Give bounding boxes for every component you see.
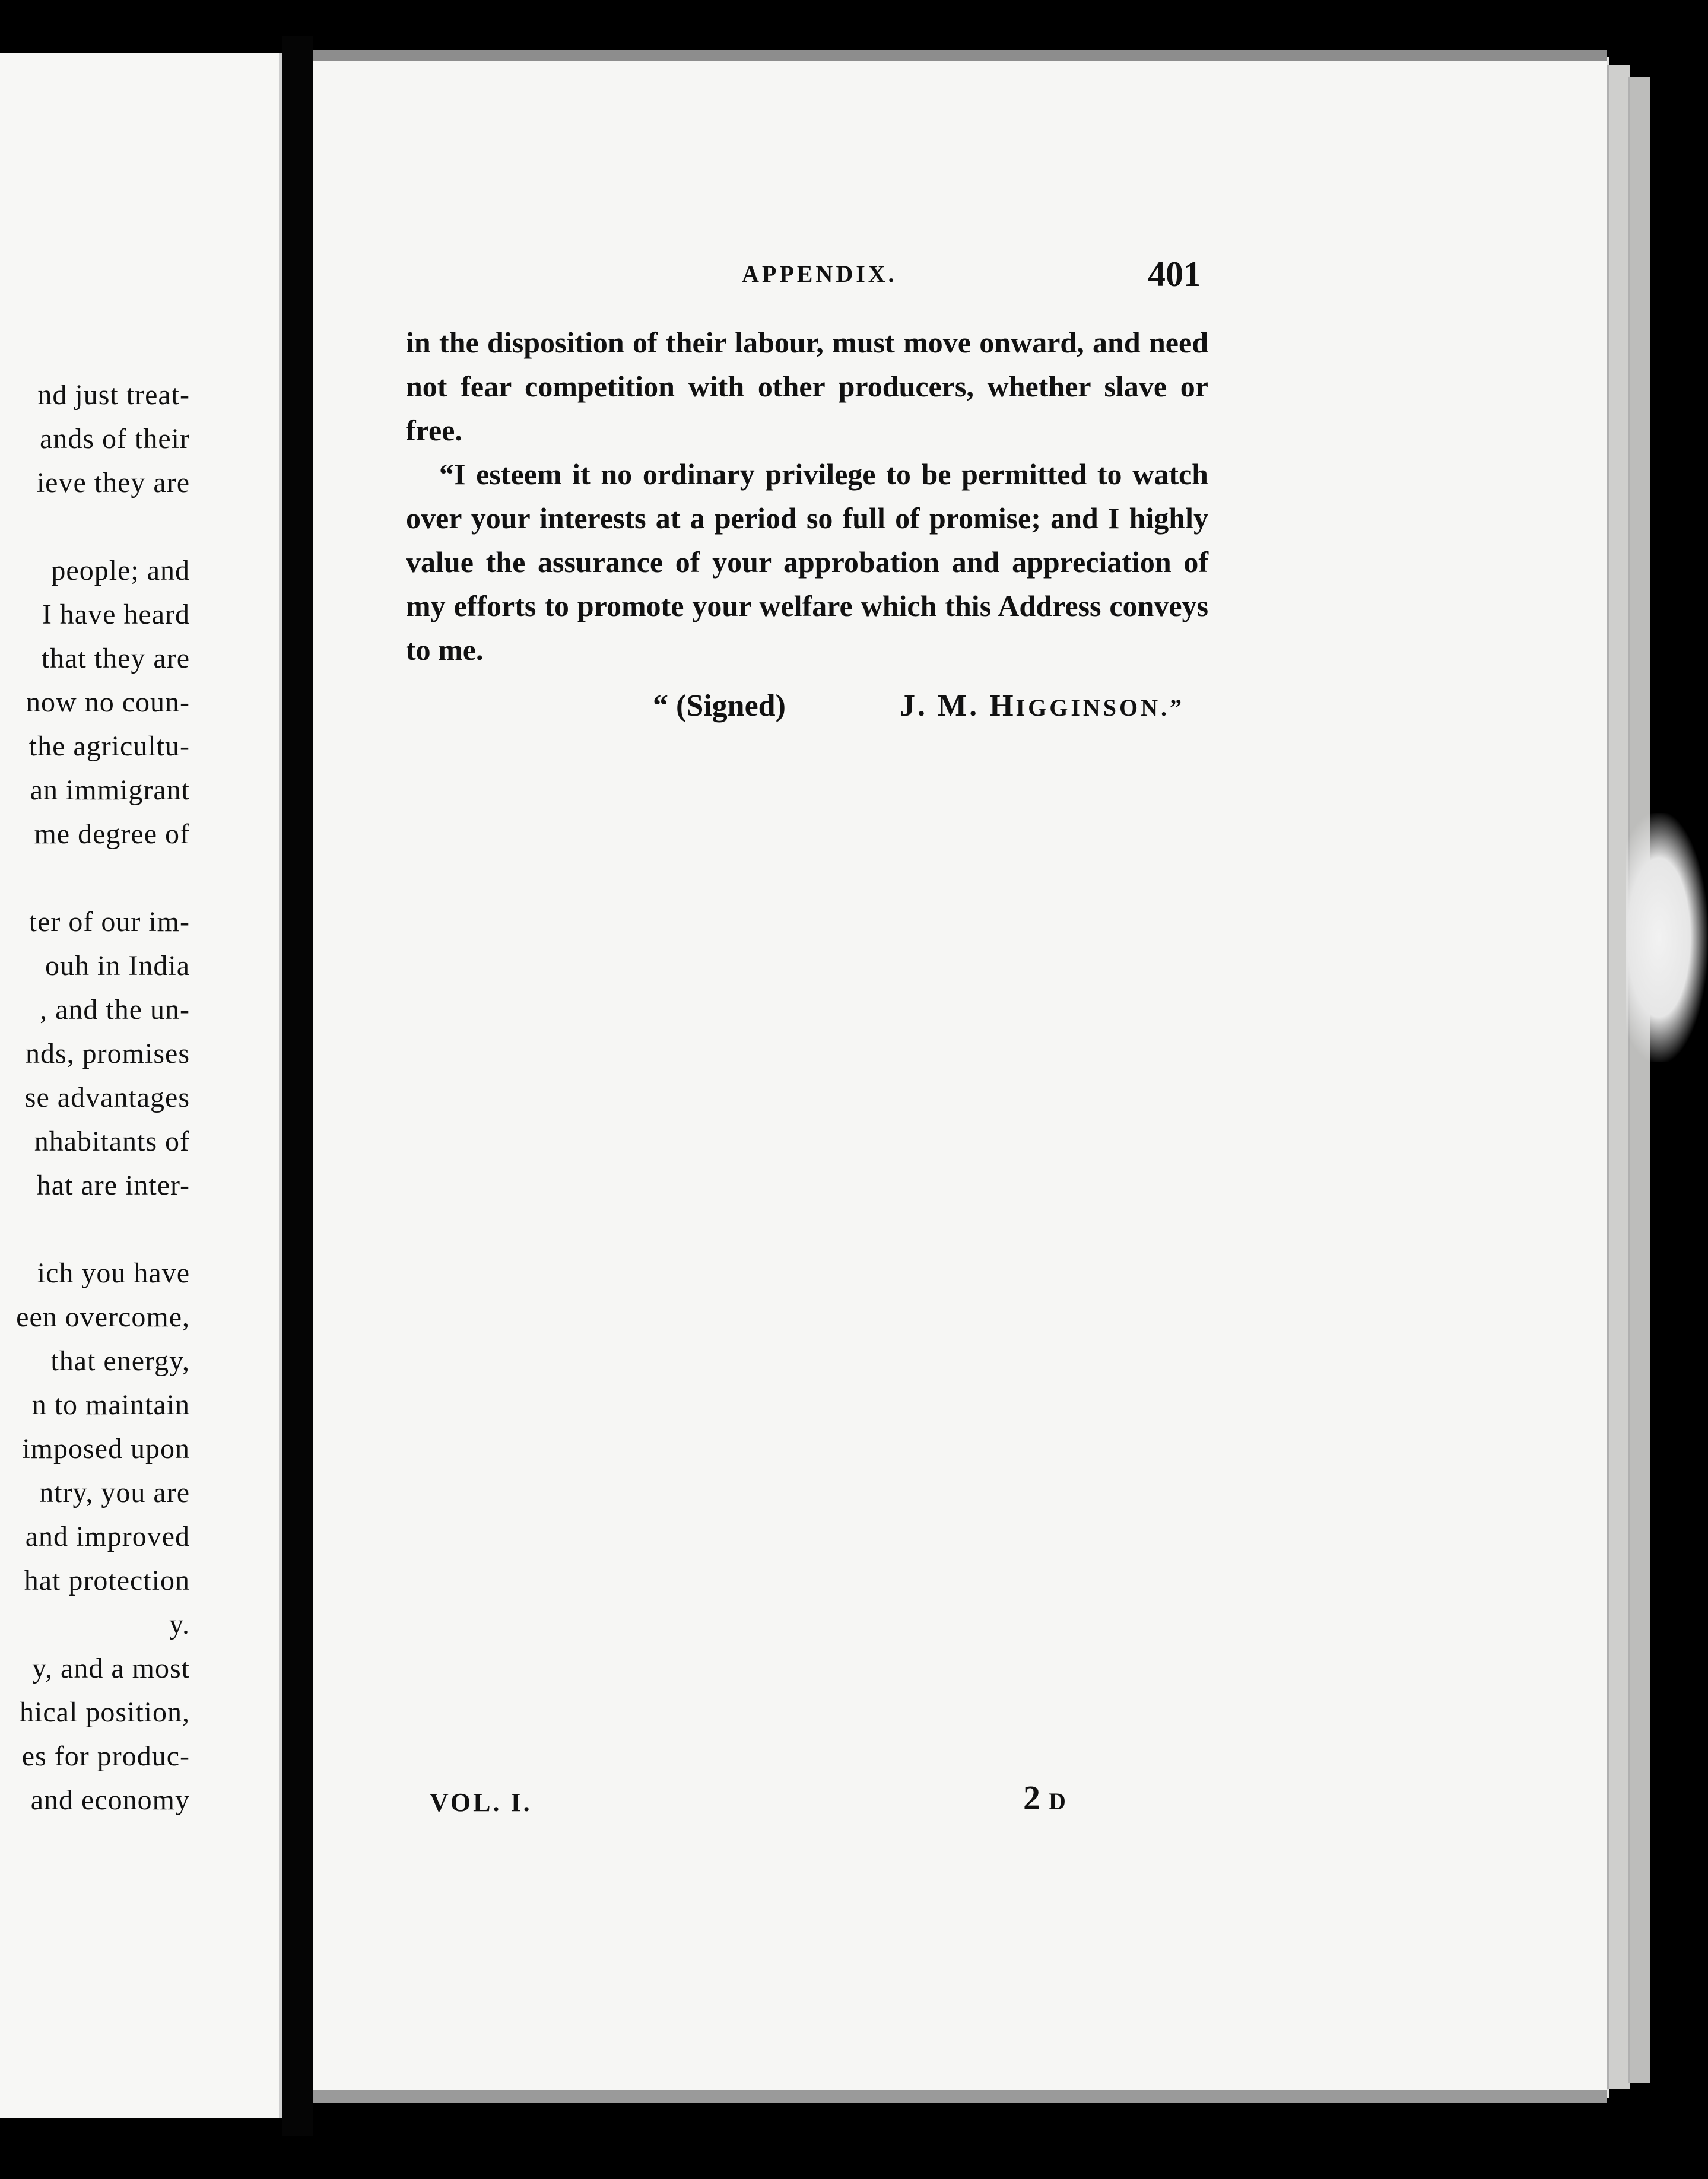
previous-page-line: that energy,: [50, 1345, 190, 1377]
previous-page-line: imposed upon: [22, 1433, 190, 1465]
previous-page-line: now no coun-: [26, 687, 190, 718]
previous-page-line: se advantages: [24, 1082, 190, 1113]
page-edge: [1607, 65, 1630, 2089]
previous-page-line: and improved: [25, 1521, 190, 1552]
previous-page-line: nhabitants of: [34, 1126, 190, 1157]
signature-mark-letter: D: [1049, 1788, 1066, 1815]
previous-page-line: I have heard: [42, 599, 190, 630]
previous-page-line: that they are: [41, 643, 190, 674]
previous-page-line: the agricultu-: [28, 730, 190, 762]
previous-page-line: ich you have: [37, 1257, 190, 1289]
book-gutter: [282, 36, 313, 2136]
previous-page-line: y, and a most: [32, 1653, 190, 1684]
running-head: APPENDIX.: [742, 261, 897, 287]
previous-page-line: nd just treat-: [37, 379, 190, 411]
page-edge: [1628, 77, 1650, 2083]
previous-page-line: an immigrant: [30, 774, 190, 806]
previous-page-line: , and the un-: [40, 994, 190, 1025]
paragraph: in the disposition of their labour, must move onward, and need not fear competition with other producers, whether slave or free.: [406, 326, 1208, 447]
signature-label: “ (Signed): [653, 689, 786, 723]
signature-surname: IGGINSON.”: [1015, 694, 1185, 721]
previous-page-line: n to maintain: [31, 1389, 190, 1421]
previous-page-line: y.: [169, 1609, 190, 1640]
torn-paper-edge: [1626, 813, 1708, 1062]
previous-page-line: nds, promises: [26, 1038, 190, 1069]
page-number: 401: [1148, 255, 1201, 294]
previous-page-line: een overcome,: [16, 1301, 190, 1333]
paragraph: “I esteem it no ordinary privilege to be permitted to watch over your interests at a period so full of promise; and I highly value the assurance of your approbation and appreciation of my efforts to promote your welfare which this Address conveys to me.: [406, 458, 1208, 666]
previous-page-line: and economy: [30, 1784, 190, 1816]
previous-page-line: hat protection: [24, 1565, 190, 1596]
body-text: [406, 320, 1208, 672]
signature-name: [900, 688, 1185, 723]
previous-page-line: ter of our im-: [28, 906, 190, 938]
signature-initials: J. M. H: [900, 689, 1016, 723]
previous-page-line: people; and: [51, 555, 190, 586]
volume-mark: VOL. I.: [430, 1788, 532, 1817]
previous-page-line: ieve they are: [36, 467, 190, 498]
previous-page-line: ands of their: [40, 423, 190, 455]
previous-page-line: ouh in India: [45, 950, 190, 981]
previous-page-line: hat are inter-: [36, 1170, 190, 1201]
previous-page: [0, 53, 282, 2118]
previous-page-line: es for produc-: [21, 1740, 190, 1772]
previous-page-line: hical position,: [20, 1697, 190, 1728]
signature-mark-number: 2: [1023, 1778, 1040, 1817]
signature-mark: [1023, 1778, 1066, 1818]
previous-page-line: me degree of: [34, 818, 190, 850]
previous-page-line: ntry, you are: [39, 1477, 190, 1508]
